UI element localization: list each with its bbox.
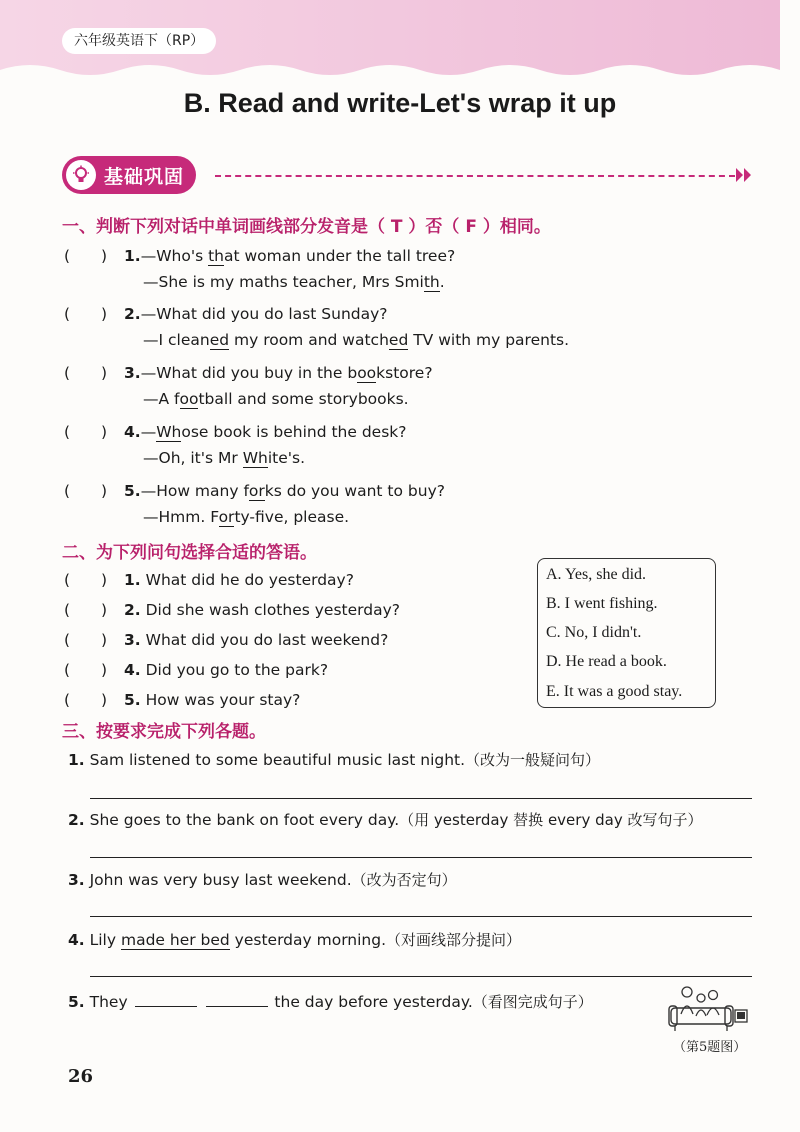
section1-heading: 一、判断下列对话中单词画线部分发音是（ T ）否（ F ）相同。 — [62, 217, 551, 237]
section-badge — [62, 156, 196, 194]
option-c: C. No, I didn't. — [546, 624, 642, 641]
badge-label: 基础巩固 — [104, 165, 185, 188]
family-on-sofa-illustration — [667, 984, 749, 1032]
s3-q2: 2. She goes to the bank on foot every day.（用 yesterday 替换 every day 改写句子） — [68, 811, 703, 829]
lightbulb-icon — [66, 160, 96, 190]
blank-2[interactable] — [206, 993, 268, 1007]
answer-paren[interactable]: ( ) — [64, 631, 108, 649]
option-a: A. Yes, she did. — [546, 566, 647, 583]
answer-paren[interactable]: ( ) — [64, 482, 108, 500]
option-d: D. He read a book. — [546, 653, 667, 670]
s1-q3: ( ) 3.—What did you buy in the bookstore? — [64, 361, 433, 383]
answer-line[interactable] — [90, 916, 752, 917]
s2-q2: ( ) 2. Did she wash clothes yesterday? — [64, 598, 400, 620]
s1-q2: ( ) 2.—What did you do last Sunday? — [64, 302, 388, 324]
s2-q1: ( ) 1. What did he do yesterday? — [64, 568, 354, 590]
s1-a2: —I cleaned my room and watched TV with my parents. — [143, 331, 570, 349]
answer-line[interactable] — [90, 857, 752, 858]
answer-paren[interactable]: ( ) — [64, 364, 108, 382]
answer-paren[interactable]: ( ) — [64, 661, 108, 679]
answer-paren[interactable]: ( ) — [64, 305, 108, 323]
answer-line[interactable] — [90, 976, 752, 977]
answer-line[interactable] — [90, 798, 752, 799]
double-arrow-icon — [735, 166, 753, 184]
option-e: E. It was a good stay. — [546, 683, 683, 700]
s2-q3: ( ) 3. What did you do last weekend? — [64, 628, 388, 650]
s3-q1: 1. Sam listened to some beautiful music last night.（改为一般疑问句） — [68, 751, 601, 769]
s2-q5: ( ) 5. How was your stay? — [64, 688, 300, 710]
option-b: B. I went fishing. — [546, 595, 658, 612]
answer-paren[interactable]: ( ) — [64, 691, 108, 709]
section2-heading: 二、为下列问句选择合适的答语。 — [62, 543, 317, 563]
s1-q5: ( ) 5.—How many forks do you want to buy? — [64, 479, 445, 501]
answer-paren[interactable]: ( ) — [64, 247, 108, 265]
s1-q4: ( ) 4.—Whose book is behind the desk? — [64, 420, 407, 442]
s1-a4: —Oh, it's Mr White's. — [143, 449, 306, 467]
page-number: 26 — [68, 1066, 94, 1087]
answer-paren[interactable]: ( ) — [64, 571, 108, 589]
book-label: 六年级英语下（RP） — [62, 28, 216, 54]
s2-q4: ( ) 4. Did you go to the park? — [64, 658, 328, 680]
s1-a1: —She is my maths teacher, Mrs Smith. — [143, 273, 445, 291]
blank-1[interactable] — [135, 993, 197, 1007]
s1-a3: —A football and some storybooks. — [143, 390, 409, 408]
s3-q4: 4. Lily made her bed yesterday morning.（对画线部分提问） — [68, 931, 522, 949]
answer-paren[interactable]: ( ) — [64, 601, 108, 619]
dashed-divider — [215, 175, 735, 177]
page-title: B. Read and write-Let's wrap it up — [183, 88, 617, 118]
s3-q3: 3. John was very busy last weekend.（改为否定句） — [68, 871, 457, 889]
s1-q1: ( ) 1.—Who's that woman under the tall tree? — [64, 244, 455, 266]
figure-caption: （第5题图） — [673, 1040, 747, 1055]
s1-a5: —Hmm. Forty-five, please. — [143, 508, 350, 526]
section3-heading: 三、按要求完成下列各题。 — [62, 722, 266, 742]
answer-paren[interactable]: ( ) — [64, 423, 108, 441]
s3-q5: 5. They the day before yesterday.（看图完成句子） — [68, 993, 593, 1011]
